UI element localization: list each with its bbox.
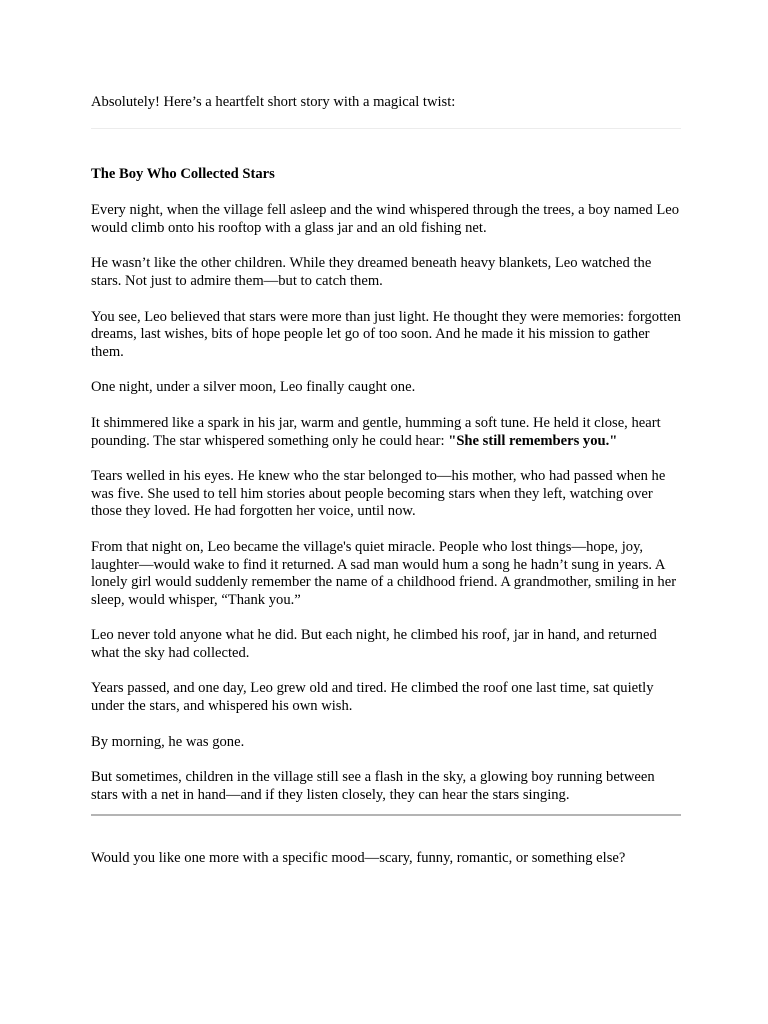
follow-up-question: Would you like one more with a specific mood—scary, funny, romantic, or something else? <box>91 850 626 867</box>
story-paragraph: By morning, he was gone. <box>91 733 245 750</box>
document-body <box>91 94 681 868</box>
story-paragraph: One night, under a silver moon, Leo finally caught one. <box>91 379 416 396</box>
divider-top <box>91 128 681 129</box>
divider-bottom <box>91 814 681 816</box>
story-paragraph: Every night, when the village fell asleep and the wind whispered through the trees, a boy named Leo would climb onto his rooftop with a glass jar and an old fishing net. <box>91 202 680 236</box>
story-paragraph-text: It shimmered like a spark in his jar, warm and gentle, humming a soft tune. He held it close, heart pounding. The star whispered something only he could hear: <box>91 414 661 449</box>
story-paragraph: You see, Leo believed that stars were more than just light. He thought they were memories: forgotten dreams, last wishes, bits of hope people let go of too soon. And he made it his mission to gather them. <box>91 308 681 360</box>
intro-text: Absolutely! Here’s a heartfelt short story with a magical twist: <box>91 94 456 110</box>
story-paragraph: Leo never told anyone what he did. But each night, he climbed his roof, jar in hand, and returned what the sky had collected. <box>91 627 657 661</box>
story-paragraph: But sometimes, children in the village still see a flash in the sky, a glowing boy running between stars with a net in hand—and if they listen closely, they can hear the stars singing. <box>91 769 655 803</box>
story-paragraph: Tears welled in his eyes. He knew who the star belonged to—his mother, who had passed when he was five. She used to tell him stories about people becoming stars when they left, watching over those they loved. He had forgotten her voice, until now. <box>91 468 666 520</box>
story-title: The Boy Who Collected Stars <box>91 165 275 182</box>
story-paragraph: Years passed, and one day, Leo grew old and tired. He climbed the roof one last time, sat quietly under the stars, and whispered his own wish. <box>91 680 654 715</box>
story-paragraph <box>91 415 681 450</box>
story-paragraph: He wasn’t like the other children. While they dreamed beneath heavy blankets, Leo watched the stars. Not just to admire them—but to catch them. <box>91 255 652 289</box>
story-paragraph: From that night on, Leo became the village's quiet miracle. People who lost things—hope, joy, laughter—would wake to find it returned. A sad man would hum a song he hadn’t sung in years. A lonely girl would suddenly remember the name of a childhood friend. A grandmother, smiling in her sleep, would whisper, “Thank you.” <box>91 538 677 608</box>
star-quote: "She still remembers you." <box>448 432 618 449</box>
